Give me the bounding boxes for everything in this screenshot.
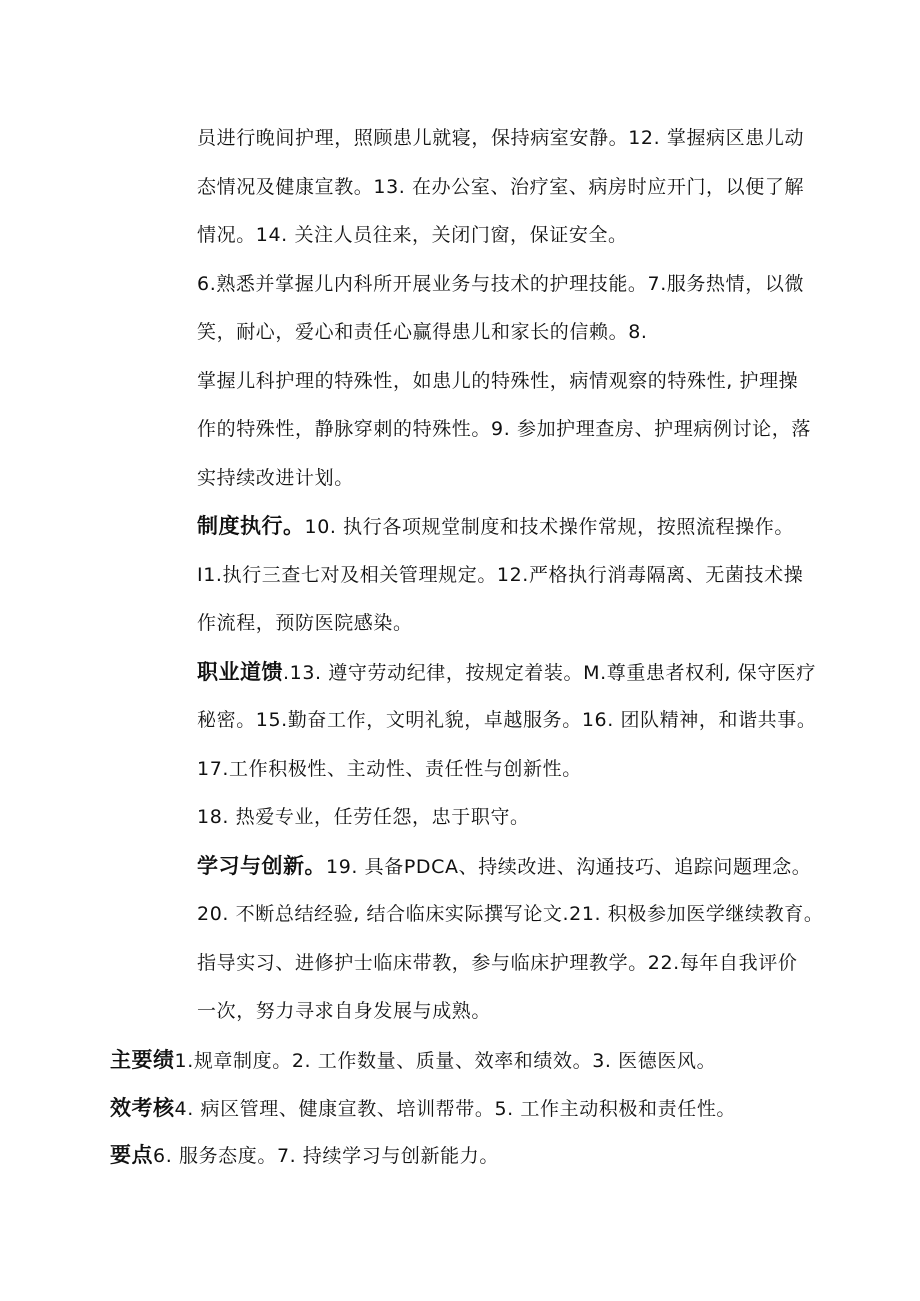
section-text: 10. 执行各项规堂制度和技术操作常规，按照流程操作。 [304,516,794,538]
body-line: 18. 热爱专业，任劳任怨，忠于职守。 [197,806,530,828]
body-line: 秘密。15.勤奋工作，文明礼貌，卓越服务。16. 团队精神，和谐共事。 [197,709,817,731]
kpi-label: 效考核 [110,1096,175,1120]
body-line: 态情况及健康宣教。13. 在办公室、治疗室、病房时应开门，以便了解 [197,176,805,198]
section-heading: 学习与创新。 [197,854,326,878]
kpi-line [110,1141,499,1170]
section-heading: 职业道馈 [197,660,283,684]
body-line: 掌握儿科护理的特殊性，如患儿的特殊性，病情观察的特殊性, 护理操 [197,370,799,392]
body-line: 作流程，预防医院感染。 [197,612,413,634]
body-line: 实持续改进计划。 [197,467,354,489]
kpi-text: 6. 服务态度。7. 持续学习与创新能力。 [153,1145,499,1167]
body-line: 一次，努力寻求自身发展与成熟。 [197,1000,492,1022]
body-line: 笑，耐心，爱心和责任心赢得患儿和家长的信赖。8. [197,321,648,343]
section-xuexi-first-line [197,852,811,881]
kpi-line [110,1046,716,1075]
kpi-text: 4. 病区管理、健康宣教、培训帮带。5. 工作主动积极和责任性。 [174,1098,737,1120]
kpi-text: 1.规章制度。2. 工作数量、质量、效率和绩效。3. 医德医风。 [174,1050,717,1072]
kpi-label: 要点 [110,1143,153,1167]
section-zhiye-first-line [197,658,816,687]
section-text: .13. 遵守劳动纪律，按规定着装。M.尊重患者权利, 保守医疗 [283,662,817,684]
body-line: I1.执行三查七对及相关管理规定。12.严格执行消毒隔离、无菌技术操 [197,564,804,586]
section-text: 19. 具备PDCA、持续改进、沟通技巧、追踪问题理念。 [326,856,812,878]
section-heading: 制度执行。 [197,514,305,538]
body-line: 20. 不断总结经验, 结合临床实际撰写论文.21. 积极参加医学继续教育。 [197,903,824,925]
body-line: 情况。14. 关注人员往来，关闭门窗，保证安全。 [197,224,628,246]
body-line: 指导实习、进修护士临床带教，参与临床护理教学。22.每年自我评价 [197,952,798,974]
kpi-label: 主要绩 [110,1048,175,1072]
body-line: 作的特殊性，静脉穿刺的特殊性。9. 参加护理查房、护理病例讨论，落 [197,418,811,440]
body-line: 6.熟悉并掌握儿内科所开展业务与技术的护理技能。7.服务热情，以微 [197,273,805,295]
kpi-line [110,1094,736,1123]
body-line: 17.工作积极性、主动性、责任性与创新性。 [197,758,582,780]
section-zhidu-first-line [197,512,794,541]
body-line: 员进行晚间护理，照顾患儿就寝，保持病室安静。12. 掌握病区患儿动 [197,127,805,149]
